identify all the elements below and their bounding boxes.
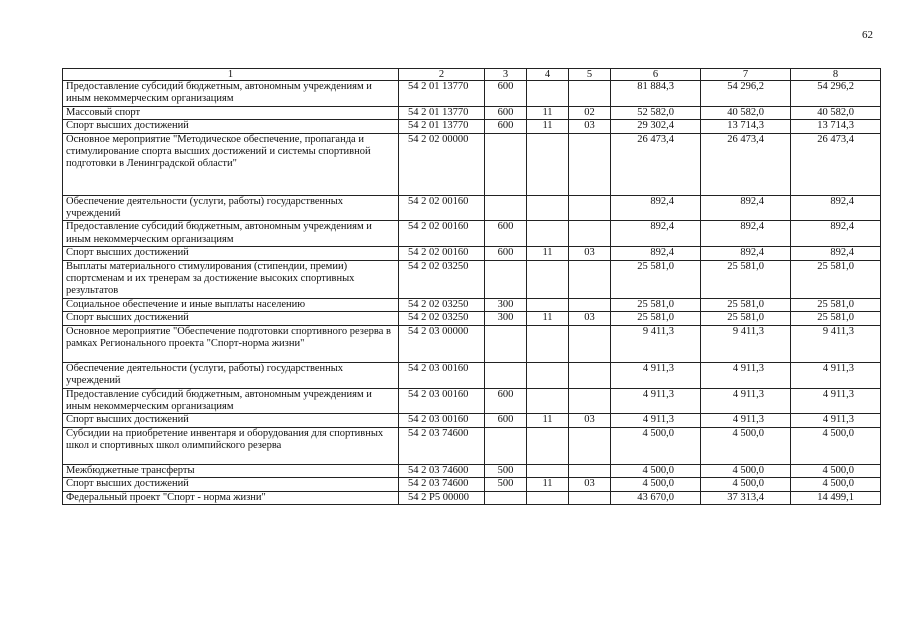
row-code: 54 2 02 03250	[399, 260, 485, 298]
row-value-8: 4 500,0	[791, 478, 881, 491]
row-code: 54 2 02 00160	[399, 221, 485, 247]
row-code: 54 2 01 13770	[399, 106, 485, 119]
header-col-2: 2	[399, 69, 485, 81]
row-col-3: 600	[485, 81, 527, 107]
row-col-5	[569, 325, 611, 362]
row-col-4	[527, 195, 569, 221]
row-value-6: 25 581,0	[611, 298, 701, 311]
row-value-7: 40 582,0	[701, 106, 791, 119]
header-col-5: 5	[569, 69, 611, 81]
table-row	[63, 491, 881, 504]
row-code: 54 2 03 74600	[399, 427, 485, 464]
row-col-5	[569, 81, 611, 107]
row-col-3: 600	[485, 120, 527, 133]
row-code: 54 2 P5 00000	[399, 491, 485, 504]
row-value-8: 892,4	[791, 247, 881, 260]
row-value-7: 9 411,3	[701, 325, 791, 362]
row-col-4	[527, 427, 569, 464]
row-name: Предоставление субсидий бюджетным, автономным учреждениям и иным некоммерческим организациям	[63, 221, 399, 247]
table-row	[63, 221, 881, 247]
row-value-7: 13 714,3	[701, 120, 791, 133]
table-header-row	[63, 69, 881, 81]
row-col-3: 600	[485, 388, 527, 414]
table-row	[63, 312, 881, 325]
table-row	[63, 260, 881, 298]
budget-table	[62, 68, 881, 505]
row-col-4	[527, 81, 569, 107]
row-code: 54 2 03 74600	[399, 478, 485, 491]
row-value-8: 25 581,0	[791, 312, 881, 325]
table-row	[63, 362, 881, 388]
row-value-8: 4 911,3	[791, 362, 881, 388]
header-col-4: 4	[527, 69, 569, 81]
row-col-4: 11	[527, 106, 569, 119]
row-col-4	[527, 260, 569, 298]
row-col-3	[485, 427, 527, 464]
row-col-5: 03	[569, 478, 611, 491]
row-value-7: 37 313,4	[701, 491, 791, 504]
row-value-8: 892,4	[791, 195, 881, 221]
row-col-3: 600	[485, 247, 527, 260]
row-value-6: 4 500,0	[611, 427, 701, 464]
row-name: Основное мероприятие "Методическое обеспечение, пропаганда и стимулирование спорта высших достижений и системы спортивной подготовки в Ленинградской области"	[63, 133, 399, 195]
row-col-5	[569, 491, 611, 504]
row-value-7: 892,4	[701, 221, 791, 247]
row-col-3	[485, 133, 527, 195]
row-name: Спорт высших достижений	[63, 247, 399, 260]
row-value-6: 52 582,0	[611, 106, 701, 119]
table-row	[63, 81, 881, 107]
row-code: 54 2 03 00160	[399, 414, 485, 427]
row-name: Спорт высших достижений	[63, 414, 399, 427]
row-name: Спорт высших достижений	[63, 120, 399, 133]
table-row	[63, 325, 881, 362]
row-name: Обеспечение деятельности (услуги, работы) государственных учреждений	[63, 362, 399, 388]
row-value-7: 4 911,3	[701, 388, 791, 414]
row-col-4	[527, 221, 569, 247]
row-col-5: 03	[569, 414, 611, 427]
row-col-5	[569, 221, 611, 247]
row-name: Массовый спорт	[63, 106, 399, 119]
row-col-3: 300	[485, 298, 527, 311]
row-value-7: 25 581,0	[701, 312, 791, 325]
row-col-3	[485, 362, 527, 388]
row-value-7: 4 911,3	[701, 414, 791, 427]
row-code: 54 2 03 00160	[399, 362, 485, 388]
row-name: Предоставление субсидий бюджетным, автономным учреждениям и иным некоммерческим организациям	[63, 81, 399, 107]
row-value-6: 4 911,3	[611, 362, 701, 388]
row-col-5	[569, 427, 611, 464]
row-value-7: 4 500,0	[701, 427, 791, 464]
row-value-6: 892,4	[611, 247, 701, 260]
row-value-8: 13 714,3	[791, 120, 881, 133]
table-row	[63, 120, 881, 133]
row-value-6: 25 581,0	[611, 312, 701, 325]
row-col-5: 03	[569, 247, 611, 260]
row-col-4: 11	[527, 312, 569, 325]
row-col-4: 11	[527, 120, 569, 133]
row-col-4	[527, 325, 569, 362]
row-col-5: 03	[569, 120, 611, 133]
table-row	[63, 133, 881, 195]
row-value-7: 4 500,0	[701, 478, 791, 491]
row-col-3	[485, 260, 527, 298]
row-name: Предоставление субсидий бюджетным, автономным учреждениям и иным некоммерческим организациям	[63, 388, 399, 414]
row-value-8: 4 500,0	[791, 427, 881, 464]
row-name: Спорт высших достижений	[63, 478, 399, 491]
row-col-5: 02	[569, 106, 611, 119]
table-row	[63, 106, 881, 119]
row-code: 54 2 02 03250	[399, 298, 485, 311]
row-code: 54 2 03 74600	[399, 464, 485, 477]
row-code: 54 2 02 00160	[399, 195, 485, 221]
header-col-8: 8	[791, 69, 881, 81]
row-value-6: 4 500,0	[611, 478, 701, 491]
row-value-7: 892,4	[701, 195, 791, 221]
row-name: Социальное обеспечение и иные выплаты населению	[63, 298, 399, 311]
row-value-8: 54 296,2	[791, 81, 881, 107]
row-name: Основное мероприятие "Обеспечение подготовки спортивного резерва в рамках Регионального проекта "Спорт-норма жизни"	[63, 325, 399, 362]
row-col-5	[569, 388, 611, 414]
row-col-3: 500	[485, 464, 527, 477]
row-col-4	[527, 388, 569, 414]
row-value-8: 4 500,0	[791, 464, 881, 477]
row-value-6: 892,4	[611, 195, 701, 221]
table-row	[63, 478, 881, 491]
row-value-8: 14 499,1	[791, 491, 881, 504]
row-code: 54 2 02 03250	[399, 312, 485, 325]
row-code: 54 2 01 13770	[399, 120, 485, 133]
row-col-5: 03	[569, 312, 611, 325]
row-col-3	[485, 195, 527, 221]
table-row	[63, 427, 881, 464]
row-col-3	[485, 325, 527, 362]
row-value-6: 9 411,3	[611, 325, 701, 362]
row-col-3	[485, 491, 527, 504]
row-value-6: 29 302,4	[611, 120, 701, 133]
row-value-7: 25 581,0	[701, 298, 791, 311]
row-value-6: 4 500,0	[611, 464, 701, 477]
row-value-6: 43 670,0	[611, 491, 701, 504]
table-row	[63, 388, 881, 414]
table-row	[63, 464, 881, 477]
row-value-8: 40 582,0	[791, 106, 881, 119]
row-value-8: 4 911,3	[791, 414, 881, 427]
row-value-6: 4 911,3	[611, 414, 701, 427]
row-name: Обеспечение деятельности (услуги, работы) государственных учреждений	[63, 195, 399, 221]
row-value-8: 25 581,0	[791, 298, 881, 311]
table-row	[63, 298, 881, 311]
row-col-3: 300	[485, 312, 527, 325]
row-col-3: 600	[485, 221, 527, 247]
row-value-8: 9 411,3	[791, 325, 881, 362]
row-col-5	[569, 195, 611, 221]
row-code: 54 2 02 00000	[399, 133, 485, 195]
row-value-7: 4 500,0	[701, 464, 791, 477]
row-name: Спорт высших достижений	[63, 312, 399, 325]
row-code: 54 2 01 13770	[399, 81, 485, 107]
row-value-6: 892,4	[611, 221, 701, 247]
row-value-8: 892,4	[791, 221, 881, 247]
row-value-7: 4 911,3	[701, 362, 791, 388]
table-row	[63, 414, 881, 427]
row-col-4	[527, 491, 569, 504]
row-col-4: 11	[527, 478, 569, 491]
row-value-8: 4 911,3	[791, 388, 881, 414]
row-value-6: 25 581,0	[611, 260, 701, 298]
row-col-3: 500	[485, 478, 527, 491]
row-value-6: 4 911,3	[611, 388, 701, 414]
row-col-3: 600	[485, 106, 527, 119]
row-name: Федеральный проект "Спорт - норма жизни"	[63, 491, 399, 504]
header-col-1: 1	[63, 69, 399, 81]
row-name: Субсидии на приобретение инвентаря и оборудования для спортивных школ и спортивных школ олимпийского резерва	[63, 427, 399, 464]
row-name: Межбюджетные трансферты	[63, 464, 399, 477]
row-code: 54 2 03 00000	[399, 325, 485, 362]
row-value-8: 26 473,4	[791, 133, 881, 195]
row-col-4	[527, 464, 569, 477]
row-value-7: 54 296,2	[701, 81, 791, 107]
page-number: 62	[862, 29, 873, 41]
row-col-4	[527, 362, 569, 388]
row-code: 54 2 03 00160	[399, 388, 485, 414]
row-col-4	[527, 133, 569, 195]
row-col-3: 600	[485, 414, 527, 427]
header-col-6: 6	[611, 69, 701, 81]
row-col-5	[569, 133, 611, 195]
row-name: Выплаты материального стимулирования (стипендии, премии) спортсменам и их тренерам за достижение высоких спортивных результатов	[63, 260, 399, 298]
row-col-5	[569, 260, 611, 298]
table-row	[63, 247, 881, 260]
row-col-5	[569, 362, 611, 388]
row-col-5	[569, 464, 611, 477]
row-col-5	[569, 298, 611, 311]
row-value-6: 81 884,3	[611, 81, 701, 107]
row-col-4: 11	[527, 247, 569, 260]
row-value-6: 26 473,4	[611, 133, 701, 195]
row-value-7: 26 473,4	[701, 133, 791, 195]
row-value-7: 25 581,0	[701, 260, 791, 298]
row-col-4: 11	[527, 414, 569, 427]
header-col-7: 7	[701, 69, 791, 81]
row-col-4	[527, 298, 569, 311]
row-code: 54 2 02 00160	[399, 247, 485, 260]
row-value-8: 25 581,0	[791, 260, 881, 298]
row-value-7: 892,4	[701, 247, 791, 260]
header-col-3: 3	[485, 69, 527, 81]
table-row	[63, 195, 881, 221]
